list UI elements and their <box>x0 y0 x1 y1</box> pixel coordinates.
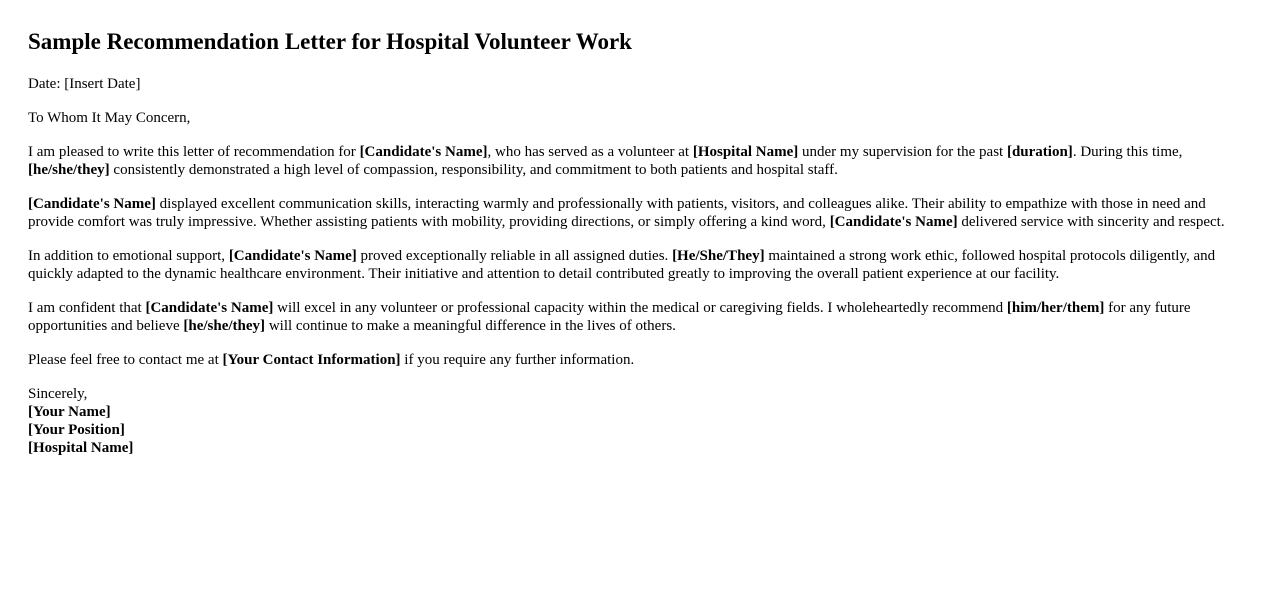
placeholder-candidate-name: [Candidate's Name] <box>228 248 357 264</box>
text-segment: , who has served as a volunteer at <box>487 144 693 160</box>
signature-position: [Your Position] <box>28 422 125 438</box>
text-segment: for any future opportunities and believe <box>28 300 1191 334</box>
date-line: Date: [Insert Date] <box>28 76 141 92</box>
placeholder-pronoun: [he/she/they] <box>183 318 266 334</box>
salutation: To Whom It May Concern, <box>28 110 191 126</box>
page-title: Sample Recommendation Letter for Hospital Volunteer Work <box>28 29 632 54</box>
text-segment: consistently demonstrated a high level of compassion, responsibility, and commitment to both patients and hospital staff. <box>109 162 838 178</box>
placeholder-candidate-name: [Candidate's Name] <box>359 144 488 160</box>
text-segment: proved exceptionally reliable in all assigned duties. <box>356 248 673 264</box>
text-segment: In addition to emotional support, <box>28 248 229 264</box>
signature-block <box>28 385 1250 457</box>
text-segment: delivered service with sincerity and respect. <box>957 214 1225 230</box>
text-segment: Please feel free to contact me at <box>28 352 223 368</box>
paragraph-reliability <box>28 247 1250 283</box>
paragraph-intro <box>28 143 1250 179</box>
text-segment: . During this time, <box>1072 144 1183 160</box>
signature-hospital: [Hospital Name] <box>28 440 134 456</box>
text-segment: maintained a strong work ethic, followed hospital protocols diligently, and quickly adapted to the dynamic healthcare environment. Their initiative and attention to detail contributed greatly to improving the overall patient experience at our facility. <box>28 248 1216 282</box>
paragraph-contact <box>28 351 1250 369</box>
placeholder-contact-info: [Your Contact Information] <box>222 352 401 368</box>
placeholder-duration: [duration] <box>1006 144 1073 160</box>
text-segment: will excel in any volunteer or professional capacity within the medical or caregiving fields. I wholeheartedly recommend <box>273 300 1007 316</box>
placeholder-candidate-name: [Candidate's Name] <box>829 214 958 230</box>
placeholder-pronoun-object: [him/her/them] <box>1006 300 1105 316</box>
placeholder-candidate-name: [Candidate's Name] <box>145 300 274 316</box>
closing: Sincerely, <box>28 386 88 402</box>
placeholder-pronoun: [He/She/They] <box>672 248 765 264</box>
paragraph-communication <box>28 195 1250 231</box>
text-segment: under my supervision for the past <box>798 144 1007 160</box>
text-segment: will continue to make a meaningful difference in the lives of others. <box>265 318 676 334</box>
text-segment: I am pleased to write this letter of recommendation for <box>28 144 360 160</box>
placeholder-hospital-name: [Hospital Name] <box>692 144 799 160</box>
placeholder-candidate-name: [Candidate's Name] <box>28 196 156 212</box>
placeholder-pronoun: [he/she/they] <box>28 162 110 178</box>
paragraph-confidence <box>28 299 1250 335</box>
text-segment: I am confident that <box>28 300 146 316</box>
text-segment: displayed excellent communication skills, interacting warmly and professionally with patients, visitors, and colleagues alike. Their ability to empathize with those in need and provide comfort was truly impressive. Whether assisting patients with mobility, providing directions, or simply offering a kind word, <box>28 196 1206 230</box>
text-segment: if you require any further information. <box>400 352 635 368</box>
signature-name: [Your Name] <box>28 404 111 420</box>
